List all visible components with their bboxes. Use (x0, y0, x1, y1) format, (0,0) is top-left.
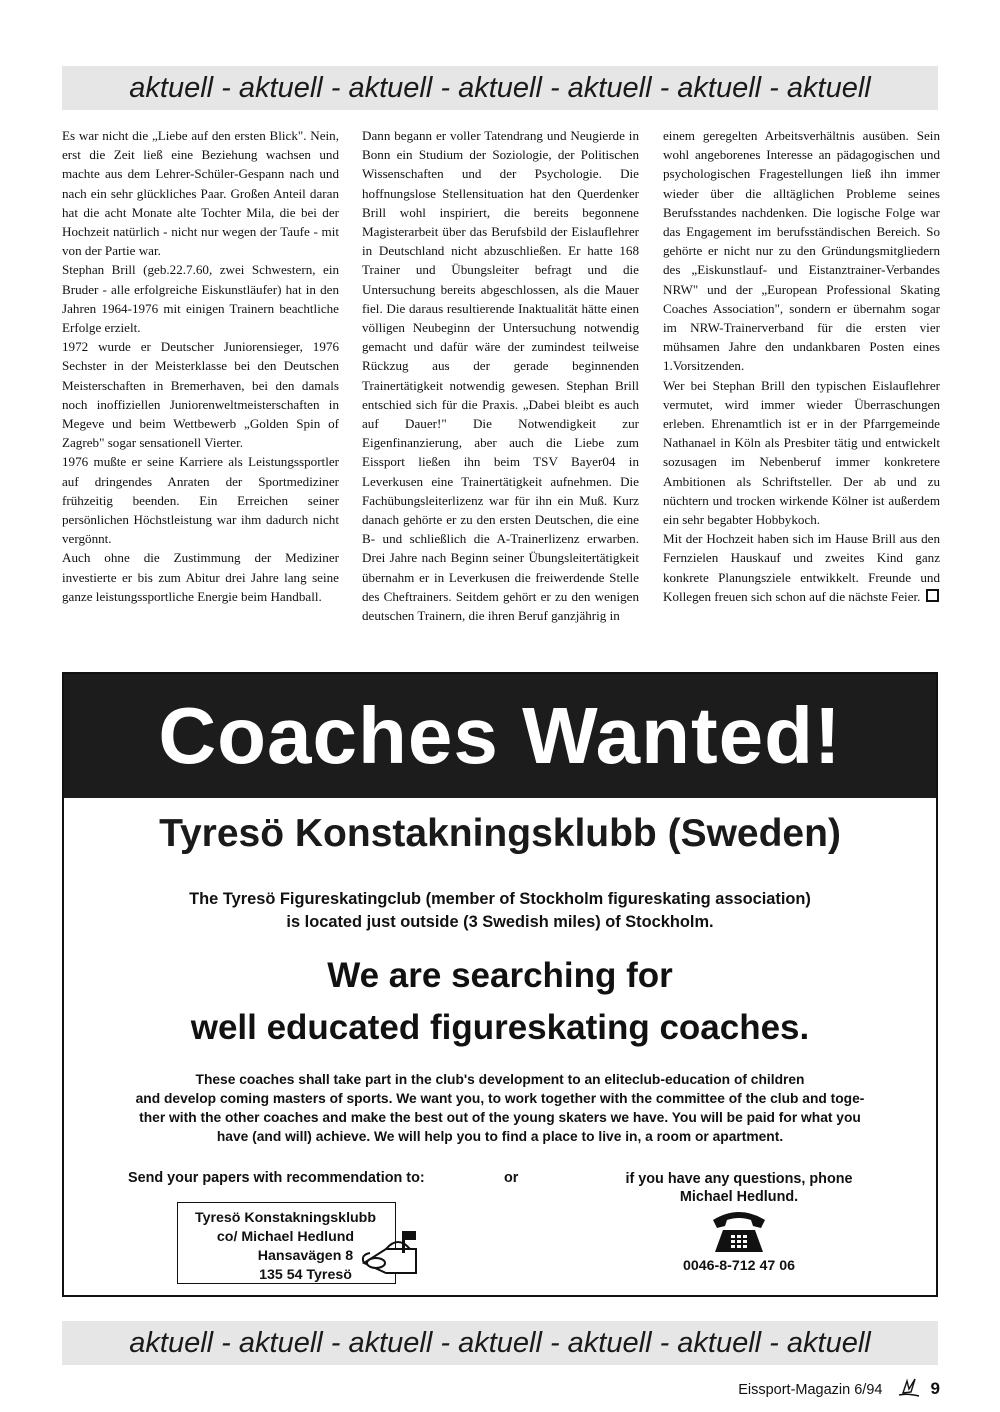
address-line: Hansavägen 8 (257, 1248, 354, 1264)
article-paragraph: Stephan Brill (geb.22.7.60, zwei Schwestern, ein Bruder - alle erfolgreiche Eiskunstläufer) hat in den Jahren 1964-1976 mit einigen Trainern beachtliche Erfolge erzielt. (62, 262, 339, 336)
ad-body-text (84, 1070, 916, 1146)
ad-body-line: These coaches shall take part in the club's development to an eliteclub-education of children (195, 1072, 805, 1087)
coaches-wanted-ad (62, 672, 938, 1297)
phone-label-line: Michael Hedlund. (679, 1189, 799, 1205)
ad-intro (104, 888, 896, 934)
article-column-2 (362, 126, 639, 625)
ad-body-line: and develop coming masters of sports. We want you, to work together with the committee of the club and toge- (135, 1091, 865, 1106)
article-paragraph-last (663, 529, 940, 606)
address-line: co/ Michael Hedlund (216, 1229, 355, 1245)
article (62, 126, 938, 671)
end-of-article-square-icon (926, 589, 939, 602)
page-footer (738, 1377, 940, 1399)
article-paragraph-text: Mit der Hochzeit haben sich im Hause Brill aus den Fernzielen Hauskauf und zweites Kind ganz konkrete Planungsziele entwikkelt. Freunde und Kollegen freuen sich schon auf die nächste Feier. (663, 531, 940, 604)
phone-label-line: if you have any questions, phone (625, 1171, 853, 1187)
address-box (177, 1202, 396, 1284)
ad-intro-line: is located just outside (3 Swedish miles) of Stockholm. (286, 913, 714, 931)
ad-intro-line: The Tyresö Figureskatingclub (member of Stockholm figureskating association) (189, 890, 811, 908)
page-number: 9 (930, 1379, 940, 1398)
or-label: or (504, 1170, 519, 1186)
article-paragraph: 1976 mußte er seine Karriere als Leistungssportler auf dringendes Anraten der Sportmediziner frühzeitig beenden. Ein Erreichen seiner persönlichen Höchstleistung war ihm dadurch nicht vergönnt. (62, 454, 339, 547)
send-papers-label: Send your papers with recommendation to: (128, 1170, 425, 1186)
banner-bottom: aktuell - aktuell - aktuell - aktuell - aktuell - aktuell - aktuell (62, 1321, 938, 1365)
address-line: Tyresö Konstakningsklubb (194, 1210, 377, 1226)
skater-bird-logo-icon (897, 1377, 921, 1399)
article-paragraph: Auch ohne die Zustimmung der Mediziner investierte er bis zum Abitur drei Jahre lang seine ganze leistungssportliche Energie beim Handball. (62, 550, 339, 604)
article-paragraph: Wer bei Stephan Brill den typischen Eislauflehrer vermutet, wird immer wieder Überraschungen erleben. Ehrenamtlich ist er in der Pfarrgemeinde Nathanael in Köln als Presbiter tätig und entwickelt sozusagen im Nebenberuf immer konkretere Ambitionen als Schriftsteller. Der ab und zu nüchtern und trocken wirkende Kölner ist außerdem ein sehr begabter Hobbykoch. (663, 377, 940, 528)
ad-search-heading (64, 950, 936, 1054)
ad-club-name: Tyresö Konstakningsklubb (Sweden) (159, 812, 841, 855)
article-paragraph: 1972 wurde er Deutscher Juniorensieger, 1976 Sechster in der Meisterklasse bei den Deutschen Meisterschaften in Bremerhaven, bei den damals noch inoffiziellen Juniorenweltmeisterschaften in Megeve und beim Wettbewerb „Golden Spin of Zagreb" sogar sensationell Vierter. (62, 339, 339, 451)
address-line: 135 54 Tyresö (259, 1267, 352, 1283)
article-column-1 (62, 126, 339, 606)
mailbox-icon (358, 1225, 428, 1277)
magazine-issue: Eissport-Magazin 6/94 (738, 1382, 883, 1398)
article-paragraph: Es war nicht die „Liebe auf den ersten Blick". Nein, erst die Zeit ließ eine Beziehung wachsen und machte aus dem Lehrer-Schüler-Gespann nach und nach ein sehr glückliches Paar. Großen Anteil daran hat die acht Monate alte Tochter Mila, die bei der Hochzeit natürlich - nicht nur wegen der Taufe - mit von der Partie war. (62, 128, 339, 259)
article-paragraph: einem geregelten Arbeitsverhältnis ausüben. Sein wohl angeborenes Interesse an pädagogischen und psychologischen Fragestellungen ließ ihn immer wieder über die alltäglichen Probleme seines Berufsstandes nachdenken. Die logische Folge war das Engagement im berufsständischen Bereich. So gehörte er nicht nur zu den Gründungsmitgliedern des „Eiskunstlauf- und Eistanztrainer-Verbandes NRW" und der „European Professional Skating Coaches Association", sondern er übernahm sogar im NRW-Trainerverband für die ersten vier mühsamen Jahre den undankbaren Posten eines 1.Vorsitzenden. (663, 128, 940, 374)
ad-search-line: We are searching for (327, 956, 673, 995)
article-paragraph: Dann begann er voller Tatendrang und Neugierde in Bonn ein Studium der Soziologie, der Politischen Wissenschaften und der Psychologie. Die hoffnungslose Stellensituation hat den Querdenker Brill wohl inspiriert, die bereits begonnene Magisterarbeit über das Berufsbild der Eislauflehrer in Deutschland nicht abzuschließen. Er hatte 168 Trainer und Übungsleiter befragt und die Untersuchung bereits abgeschlossen, als die Mauer fiel. Die daraus resultierende Inaktualität hätte einen völligen Neubeginn der Untersuchung notwendig gemacht und dafür wäre der zumindest teilweise Rückzug aus der gerade beginnenden Trainertätigkeit notwendig gewesen. Stephan Brill entschied sich für die Praxis. „Dabei bleibt es auch auf Dauer!" Die Notwendigkeit zur Eigenfinanzierung, aber auch die Liebe zum Eissport ließen ihn beim TSV Bayer04 in Leverkusen eine Trainertätigkeit aufnehmen. Die Fachübungsleiterlizenz war für ihn ein Muß. Kurz danach gehörte er zu den ersten Deutschen, die eine B- und schließlich die A-Trainerlizenz erwarben. Drei Jahre nach Beginn seiner Übungsleitertätigkeit übernahm er in Leverkusen die freiwerdende Stelle des Cheftrainers. Seitdem gehört er zu den wenigen deutschen Trainern, die ihren Beruf ganzjährig in (362, 128, 639, 624)
telephone-icon (709, 1206, 769, 1256)
phone-number: 0046-8-712 47 06 (682, 1258, 796, 1274)
ad-body-line: have (and will) achieve. We will help you to find a place to live in, a room or apartment. (216, 1129, 784, 1144)
ad-search-line: well educated figureskating coaches. (190, 1008, 810, 1047)
article-column-3 (663, 126, 940, 606)
banner-top: aktuell - aktuell - aktuell - aktuell - aktuell - aktuell - aktuell (62, 66, 938, 110)
ad-body-line: ther with the other coaches and make the best out of the young skaters we have. You will be paid for what you (139, 1110, 861, 1125)
ad-headline: Coaches Wanted! (64, 674, 936, 798)
phone-contact-label (604, 1170, 874, 1206)
